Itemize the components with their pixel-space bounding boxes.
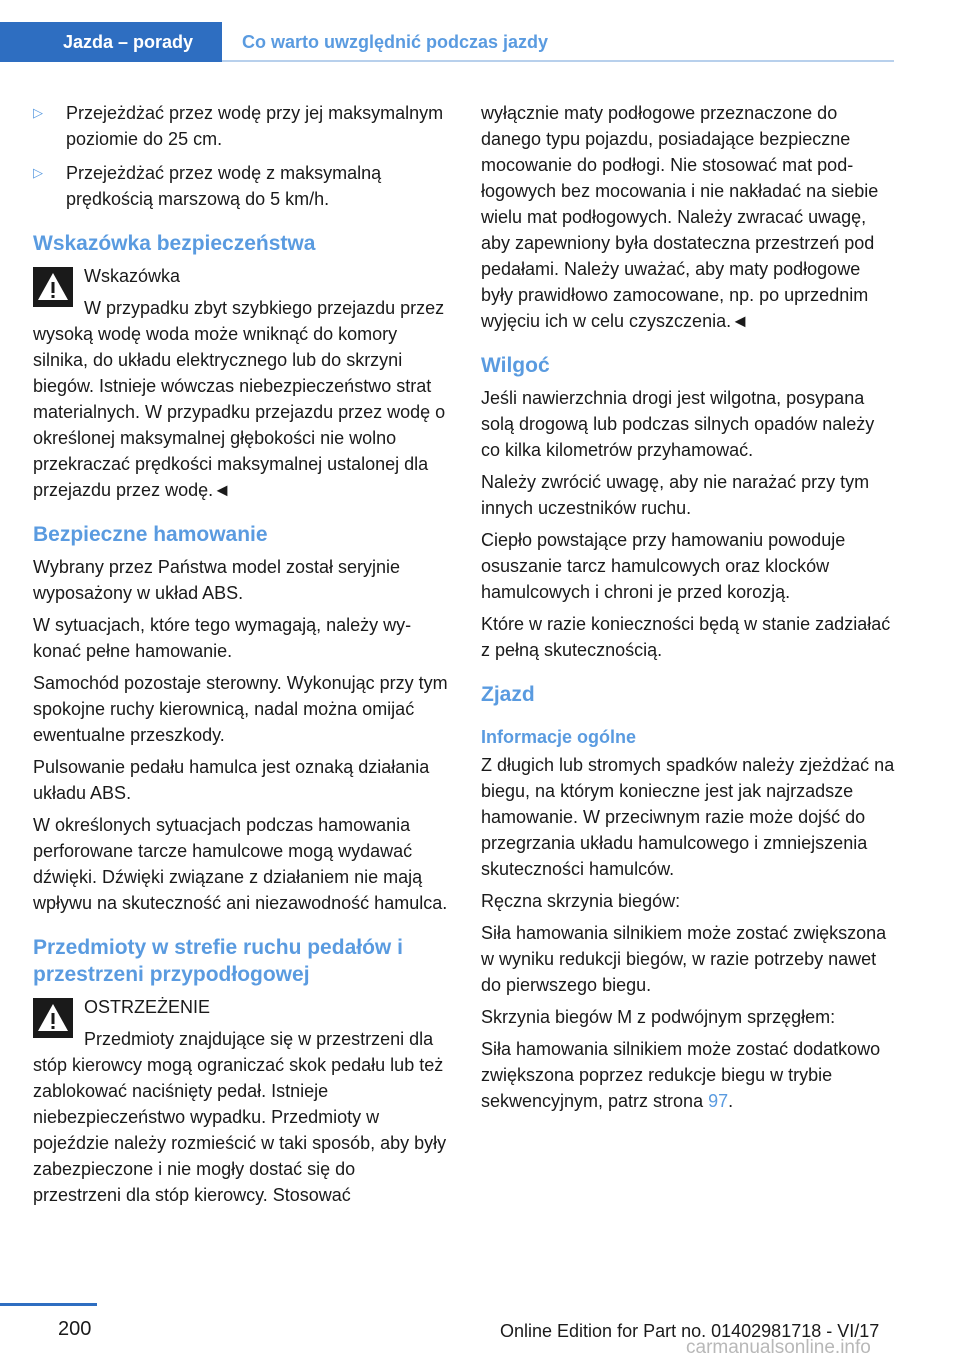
body-text: Siła hamowania silnikiem może zostać dodatkowo zwiększona poprzez redukcje biegu w trybie sekwencyjnym, patrz strona [481, 1039, 881, 1111]
general-info-subheading: Informacje ogólne [481, 727, 637, 747]
body-paragraph: Skrzynia biegów M z podwójnym sprzęgłem: [481, 1007, 836, 1027]
header-underline [222, 60, 894, 62]
objects-heading: Przedmioty w strefie ruchu pedałów i przestrzeni przypodłogowej [33, 936, 403, 986]
page-reference-link[interactable]: 97 [708, 1091, 729, 1111]
body-paragraph: Należy zwrócić uwagę, aby nie narażać przy tym innych uczestników ruchu. [481, 472, 870, 518]
bullet-item [33, 100, 448, 152]
triangle-bullet-icon: ▷ [33, 165, 43, 180]
bullet-text: Przejeżdżać przez wodę z maksymalną prędkością marszową do 5 km/h. [66, 163, 382, 209]
bullet-item [33, 160, 448, 212]
left-column [33, 100, 448, 1214]
edition-note: Online Edition for Part no. 01402981718 - VI/17 [500, 1321, 880, 1341]
braking-heading: Bezpieczne hamowanie [33, 523, 268, 546]
body-paragraph: Ciepło powstające przy hamowaniu powoduje osuszanie tarcz hamulcowych oraz klocków hamulcowych i chroni je przed korozją. [481, 530, 846, 602]
warning-triangle-icon [33, 267, 73, 307]
descent-heading: Zjazd [481, 683, 535, 706]
body-paragraph: Z długich lub stromych spadków należy zjeżdżać na biegu, na którym konieczne jest jak najrzadsze hamowanie. W przeciwnym razie może dojść do przegrzania układu hamulcowego i zmniejszenia skuteczności hamulców. [481, 755, 895, 879]
safety-notice [33, 263, 448, 503]
sentence-end: . [728, 1091, 734, 1111]
chapter-tab[interactable]: Co warto uwzględnić podczas jazdy [242, 32, 549, 52]
body-paragraph: Wybrany przez Państwa model został seryjnie wyposażony w układ ABS. [33, 557, 400, 603]
body-paragraph: W sytuacjach, które tego wymagają, należy wykonać pełne hamowanie. [33, 615, 412, 661]
moisture-heading: Wilgoć [481, 354, 550, 377]
watermark: carmanualsonline.info [686, 1337, 871, 1358]
body-paragraph: Pulsowanie pedału hamulca jest oznaką działania układu ABS. [33, 757, 430, 803]
body-paragraph: W określonych sytuacjach podczas hamowania perforowane tarcze hamulcowe mogą wydawać dźwięki. Dźwięki związane z działaniem nie mają wpływu na skuteczność ani niezawodność hamulca. [33, 815, 448, 913]
footer-rule [0, 1303, 97, 1306]
page-number: 200 [58, 1318, 92, 1340]
warning-triangle-icon [33, 998, 73, 1038]
safety-heading: Wskazówka bezpieczeństwa [33, 232, 316, 255]
safety-label: Wskazówka [84, 266, 181, 286]
right-column [481, 100, 895, 1120]
bullet-text: Przejeżdżać przez wodę przy jej maksymalnym poziomie do 25 cm. [66, 103, 444, 149]
body-paragraph: Ręczna skrzynia biegów: [481, 891, 681, 911]
body-paragraph: Jeśli nawierzchnia drogi jest wilgotna, posypana solą drogową lub podczas silnych opadów należy co kilka kilometrów przyhamować. [481, 388, 875, 460]
warning-notice [33, 994, 448, 1208]
safety-text: W przypadku zbyt szybkiego przejazdu przez wysoką wodę woda może wniknąć do komory silnika, do układu elektrycznego lub do skrzyni biegów. Istnieje wówczas niebezpieczeństwo strat materialnych. W przypadku przejazdu przez wodę o określonej maksymalnej głębokości nie wolno przekraczać prędkości maksymalnej ustalonej dla przejazdu przez wodę.◄ [33, 298, 446, 500]
section-tab[interactable]: Jazda – porady [0, 22, 222, 62]
body-paragraph: Samochód pozostaje sterowny. Wykonując przy tym spokojne ruchy kierownicą, nadal można omijać ewentualne przeszkody. [33, 673, 448, 745]
body-paragraph: Które w razie konieczności będą w stanie zadziałać z pełną skutecznością. [481, 614, 891, 660]
triangle-bullet-icon: ▷ [33, 105, 43, 120]
warning-text: Przedmioty znajdujące się w przestrzeni dla stóp kierowcy mogą ograniczać skok pedału lub też zablokować naciśnięty pedał. Istnieje niebezpieczeństwo wypadku. Przedmioty w pojeździe należy rozmieścić w taki sposób, aby były zabezpieczone i nie mogły dostać się do przestrzeni dla stóp kierowcy. Stosować [33, 1029, 447, 1205]
page-header [0, 0, 960, 62]
warning-label: OSTRZEŻENIE [84, 997, 211, 1017]
body-paragraph: Siła hamowania silnikiem może zostać zwiększona w wyniku redukcji biegów, w razie potrzeby nawet do pierwszego biegu. [481, 923, 887, 995]
warning-text-continued: wyłącznie maty podłogowe przeznaczone do danego typu pojazdu, posiadające bezpieczne mocowanie do podłogi. Nie stosować mat podłogowych bez mocowania i nie nakładać na siebie wielu mat podłogowych. Należy zwracać uwagę, aby zapewniony była dostateczna przestrzeń pod pedałami. Należy uważać, aby maty podłogowe były prawidłowo zamocowane, np. po uprzednim wyjęciu ich w celu czyszczenia.◄ [481, 103, 879, 331]
body-paragraph-with-link [481, 1036, 895, 1114]
